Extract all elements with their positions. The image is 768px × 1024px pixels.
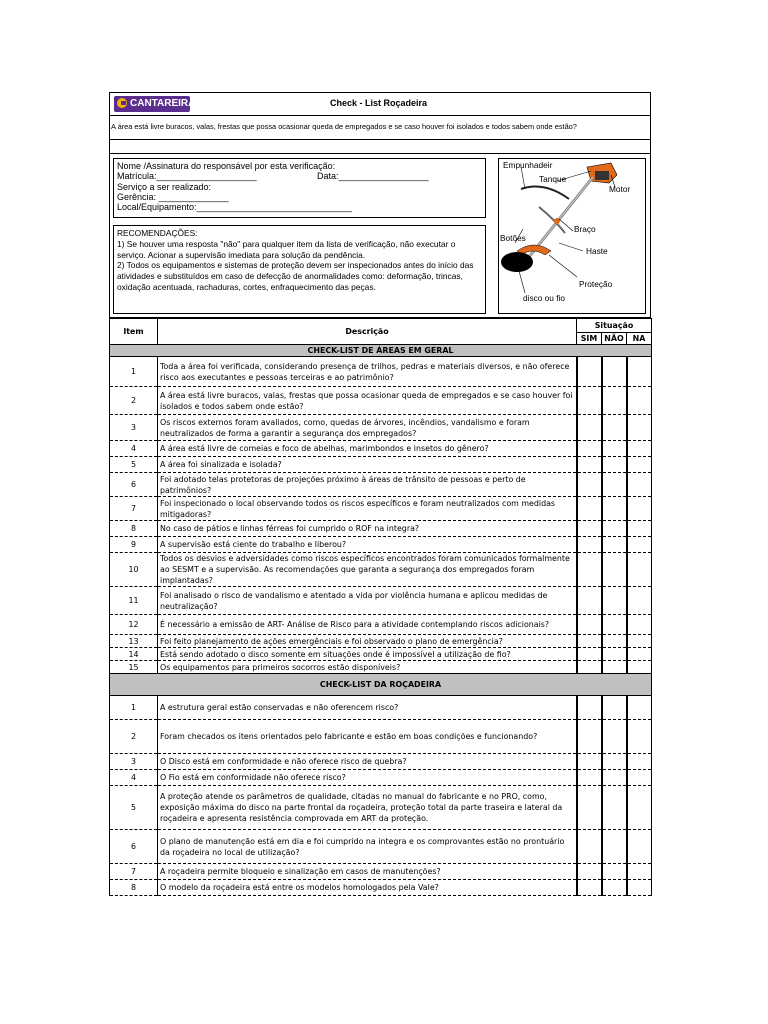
brushcutter-diagram <box>498 158 646 314</box>
check-cell-nao[interactable] <box>602 648 627 661</box>
check-cell-sim[interactable] <box>577 615 602 635</box>
table-row <box>110 521 652 537</box>
table-row <box>110 587 652 615</box>
responsible-name-field[interactable]: Nome /Assinatura do responsável por esta verificação: <box>117 161 336 171</box>
item-description: Foi inspecionado o local observando todos os riscos específicos e foram neutralizados com medidas mitigadoras? <box>158 497 577 521</box>
check-cell-sim[interactable] <box>577 864 602 880</box>
check-cell-nao[interactable] <box>602 754 627 770</box>
item-number: 5 <box>110 457 158 473</box>
check-cell-na[interactable] <box>627 830 652 864</box>
check-cell-nao[interactable] <box>602 457 627 473</box>
check-cell-sim[interactable] <box>577 553 602 587</box>
item-number: 15 <box>110 661 158 674</box>
check-cell-nao[interactable] <box>602 770 627 786</box>
table-row <box>110 754 652 770</box>
item-number: 9 <box>110 537 158 553</box>
item-number: 8 <box>110 880 158 896</box>
check-cell-nao[interactable] <box>602 635 627 648</box>
check-cell-sim[interactable] <box>577 537 602 553</box>
section-areas-header <box>110 345 652 357</box>
check-cell-nao[interactable] <box>602 661 627 674</box>
check-cell-na[interactable] <box>627 786 652 830</box>
label-protecao: Proteção <box>579 279 613 289</box>
label-botoes: Botões <box>500 233 526 243</box>
question-line: A área está livre buracos, valas, frestas que possa ocasionar queda de empregados e se caso houver foi isolados e todos sabem onde estão? <box>109 116 651 140</box>
table-row <box>110 770 652 786</box>
item-number: 8 <box>110 521 158 537</box>
check-cell-na[interactable] <box>627 441 652 457</box>
check-cell-nao[interactable] <box>602 473 627 497</box>
header-bar <box>109 92 651 116</box>
check-cell-sim[interactable] <box>577 696 602 720</box>
table-row <box>110 880 652 896</box>
col-item-header: Item <box>110 319 158 345</box>
check-cell-nao[interactable] <box>602 587 627 615</box>
check-cell-nao[interactable] <box>602 357 627 387</box>
cantareira-logo <box>114 96 196 112</box>
check-cell-na[interactable] <box>627 615 652 635</box>
check-cell-sim[interactable] <box>577 587 602 615</box>
check-cell-nao[interactable] <box>602 441 627 457</box>
table-head-row <box>110 319 652 333</box>
item-description: Foi feito planejamento de ações emergênciais e foi observado o plano de emergência? <box>158 635 577 648</box>
col-nao-header: NÃO <box>602 333 627 345</box>
check-cell-sim[interactable] <box>577 661 602 674</box>
check-cell-na[interactable] <box>627 880 652 896</box>
recommendation-1: 1) Se houver uma resposta "não" para qualquer item da lista de verificação, não executar o serviço. Acionar a supervisão imediata para solução da pendência. <box>117 238 456 260</box>
responsible-info-box <box>113 158 486 218</box>
logo-mark-icon <box>117 98 127 108</box>
check-cell-na[interactable] <box>627 357 652 387</box>
check-cell-sim[interactable] <box>577 357 602 387</box>
check-cell-na[interactable] <box>627 587 652 615</box>
table-row <box>110 537 652 553</box>
recommendations-title: RECOMENDAÇÕES: <box>117 228 198 238</box>
item-number: 1 <box>110 696 158 720</box>
label-empunhadeira: Empunhadeir <box>503 160 553 170</box>
col-situacao-header: Situação <box>577 319 652 333</box>
matricula-field[interactable]: Matrícula:____________________ <box>117 171 257 182</box>
item-number: 10 <box>110 553 158 587</box>
check-cell-nao[interactable] <box>602 497 627 521</box>
item-number: 1 <box>110 357 158 387</box>
label-motor: Motor <box>609 184 631 194</box>
item-number: 11 <box>110 587 158 615</box>
check-cell-sim[interactable] <box>577 770 602 786</box>
check-cell-sim[interactable] <box>577 387 602 415</box>
table-row <box>110 661 652 674</box>
item-number: 12 <box>110 615 158 635</box>
check-cell-sim[interactable] <box>577 880 602 896</box>
check-cell-na[interactable] <box>627 661 652 674</box>
check-cell-na[interactable] <box>627 497 652 521</box>
check-cell-nao[interactable] <box>602 521 627 537</box>
table-row <box>110 497 652 521</box>
location-field[interactable]: Local/Equipamento:_______________________________ <box>117 202 352 213</box>
check-cell-na[interactable] <box>627 770 652 786</box>
check-cell-sim[interactable] <box>577 497 602 521</box>
item-number: 13 <box>110 635 158 648</box>
gerencia-field[interactable]: Gerência: ______________ <box>117 191 229 202</box>
check-cell-nao[interactable] <box>602 553 627 587</box>
item-description: É necessário a emissão de ART- Análise de Risco para a atividade contemplando riscos adicionais? <box>158 615 577 635</box>
item-description: A estrutura geral estão conservadas e não oferencem risco? <box>158 696 577 720</box>
item-description: A área está livre buracos, valas, frestas que possa ocasionar queda de empregados e se caso houver foi isolados e todos sabem onde estão? <box>158 387 577 415</box>
section-rocadeira-header-title: CHECK-LIST DA ROÇADEIRA <box>110 674 652 696</box>
item-number: 2 <box>110 720 158 754</box>
table-row <box>110 635 652 648</box>
section-rocadeira-header <box>110 674 652 696</box>
recommendations-box <box>113 225 486 314</box>
item-description: O modelo da roçadeira está entre os modelos homologados pela Vale? <box>158 880 577 896</box>
item-number: 2 <box>110 387 158 415</box>
item-description: O Disco está em conformidade e não oferece risco de quebra? <box>158 754 577 770</box>
check-cell-na[interactable] <box>627 415 652 441</box>
check-cell-nao[interactable] <box>602 864 627 880</box>
item-description: Foi adotado telas protetoras de projeções próximo à áreas de trânsito de pessoas e perto de patrimônios? <box>158 473 577 497</box>
check-cell-na[interactable] <box>627 553 652 587</box>
table-row <box>110 830 652 864</box>
table-row <box>110 457 652 473</box>
label-disco: disco ou fio <box>523 293 565 303</box>
item-number: 14 <box>110 648 158 661</box>
item-description: A roçadeira permite bloqueio e sinalização em casos de manutenções? <box>158 864 577 880</box>
item-number: 7 <box>110 497 158 521</box>
check-cell-na[interactable] <box>627 473 652 497</box>
section-areas-header-title: CHECK-LIST DE ÁREAS EM GERAL <box>110 345 652 357</box>
check-cell-sim[interactable] <box>577 441 602 457</box>
check-cell-na[interactable] <box>627 696 652 720</box>
check-cell-nao[interactable] <box>602 696 627 720</box>
item-description: Foi analisado o risco de vandalismo e atentado a vida por violência humana e aplicou medidas de neutralização? <box>158 587 577 615</box>
table-row <box>110 615 652 635</box>
item-description: Todos os desvios e adversidades como riscos específicos encontrados foram comunicados formalmente ao SESMT e a supervisão. As recomendações que garanta a segurança dos empregados foram implantadas? <box>158 553 577 587</box>
table-row <box>110 864 652 880</box>
item-number: 4 <box>110 770 158 786</box>
check-cell-sim[interactable] <box>577 457 602 473</box>
table-row <box>110 786 652 830</box>
check-cell-na[interactable] <box>627 720 652 754</box>
check-cell-nao[interactable] <box>602 880 627 896</box>
service-field[interactable]: Serviço a ser realizado: <box>117 181 212 192</box>
item-description: A proteção atende os parâmetros de qualidade, citadas no manual do fabricante e no PRO, como, exposição máxima do disco na parte frontal da roçadeira, proteção total da parte traseira e lateral da roçadeira e apresenta resistência comprovada em ART da proteção. <box>158 786 577 830</box>
check-cell-nao[interactable] <box>602 830 627 864</box>
table-row <box>110 357 652 387</box>
check-cell-sim[interactable] <box>577 521 602 537</box>
check-cell-nao[interactable] <box>602 720 627 754</box>
check-cell-na[interactable] <box>627 635 652 648</box>
item-description: Os riscos externos foram avaliados, como, quedas de árvores, incêndios, vandalismo e foram neutralizados de forma a garantir a segurança dos empregados? <box>158 415 577 441</box>
check-cell-sim[interactable] <box>577 786 602 830</box>
spacer-row <box>109 140 651 154</box>
table-row <box>110 553 652 587</box>
check-cell-nao[interactable] <box>602 537 627 553</box>
check-cell-nao[interactable] <box>602 615 627 635</box>
recommendation-2: 2) Todos os equipamentos e sistemas de proteção devem ser inspecionados antes do início das atividades e substituídos em caso de defecção de anormalidades como: deformação, trincas, oxidação acentuada, rachaduras, cortes, enfraquecimento das peças. <box>117 260 474 292</box>
logo-text: CANTAREIRA <box>130 98 196 109</box>
check-cell-sim[interactable] <box>577 635 602 648</box>
check-cell-na[interactable] <box>627 648 652 661</box>
table-row <box>110 415 652 441</box>
check-cell-na[interactable] <box>627 754 652 770</box>
check-cell-nao[interactable] <box>602 786 627 830</box>
date-field[interactable]: Data:__________________ <box>317 171 429 182</box>
table-row <box>110 387 652 415</box>
check-cell-sim[interactable] <box>577 720 602 754</box>
item-number: 5 <box>110 786 158 830</box>
check-cell-sim[interactable] <box>577 473 602 497</box>
item-number: 6 <box>110 473 158 497</box>
item-number: 4 <box>110 441 158 457</box>
col-sim-header: SIM <box>577 333 602 345</box>
table-row <box>110 441 652 457</box>
check-cell-sim[interactable] <box>577 754 602 770</box>
check-cell-nao[interactable] <box>602 387 627 415</box>
check-cell-na[interactable] <box>627 537 652 553</box>
item-description: A área foi sinalizada e isolada? <box>158 457 577 473</box>
check-cell-na[interactable] <box>627 864 652 880</box>
checklist-table <box>109 318 652 896</box>
item-number: 3 <box>110 415 158 441</box>
item-description: O Fio está em conformidade não oferece risco? <box>158 770 577 786</box>
col-desc-header: Descrição <box>158 319 577 345</box>
table-row <box>110 473 652 497</box>
item-description: Está sendo adotado o disco somente em situações onde é impossível a utilização de fio? <box>158 648 577 661</box>
check-cell-sim[interactable] <box>577 648 602 661</box>
item-description: A supervisão está ciente do trabalho e liberou? <box>158 537 577 553</box>
item-description: O plano de manutenção está em dia e foi cumprido na integra e os comprovantes estão no prontuário da roçadeira no local de utilização? <box>158 830 577 864</box>
label-braco: Braço <box>574 224 596 234</box>
table-row <box>110 696 652 720</box>
item-number: 7 <box>110 864 158 880</box>
item-number: 6 <box>110 830 158 864</box>
check-cell-nao[interactable] <box>602 415 627 441</box>
check-cell-sim[interactable] <box>577 830 602 864</box>
item-description: A área está livre de comeias e foco de abelhas, marimbondos e insetos do gênero? <box>158 441 577 457</box>
check-cell-na[interactable] <box>627 457 652 473</box>
check-cell-sim[interactable] <box>577 415 602 441</box>
table-row <box>110 648 652 661</box>
table-row <box>110 720 652 754</box>
page-title: Check - List Roçadeira <box>330 98 428 108</box>
label-tanque: Tanque <box>539 174 567 184</box>
check-cell-na[interactable] <box>627 387 652 415</box>
item-number: 3 <box>110 754 158 770</box>
item-description: Os equipamentos para primeiros socorros estão disponíveis? <box>158 661 577 674</box>
col-na-header: NA <box>627 333 652 345</box>
check-cell-na[interactable] <box>627 521 652 537</box>
label-haste: Haste <box>586 246 608 256</box>
item-description: Foram checados os itens orientados pelo fabricante e estão em boas condições e funcionando? <box>158 720 577 754</box>
item-description: Toda a área foi verificada, considerando presença de trilhos, pedras e materiais diversos, e não oferece risco aos executantes e pessoas terceiras e ao patrimônio? <box>158 357 577 387</box>
item-description: No caso de pátios e linhas férreas foi cumprido o ROF na integra? <box>158 521 577 537</box>
